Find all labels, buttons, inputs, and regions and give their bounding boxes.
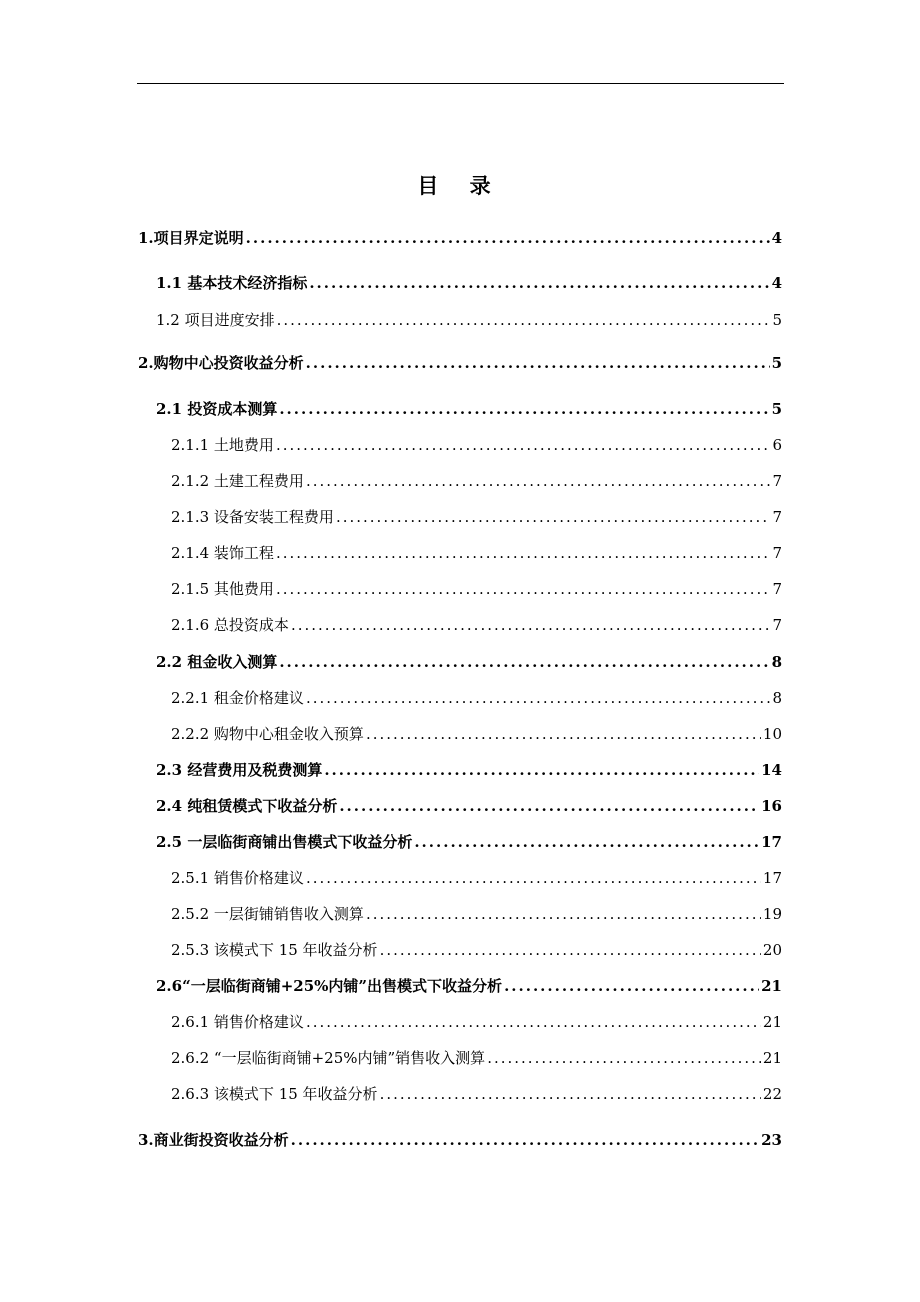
toc-page-number: 4	[771, 229, 782, 247]
dot-leader	[309, 274, 769, 292]
toc-entry-2[interactable]	[138, 352, 782, 373]
toc-page-number: 16	[761, 797, 782, 815]
dot-leader	[276, 544, 771, 562]
toc-entry-2-1-4[interactable]	[171, 542, 782, 563]
dot-leader	[339, 797, 759, 815]
dot-leader	[306, 1013, 761, 1031]
toc-title: 目 录	[417, 173, 503, 198]
toc-page-number: 7	[772, 544, 782, 562]
toc-entry-1-2[interactable]	[156, 309, 782, 330]
toc-page-number: 21	[762, 1049, 782, 1067]
toc-entry-text: 1.1 基本技术经济指标	[156, 274, 308, 292]
dot-leader	[279, 653, 769, 671]
toc-entry-2-6-2[interactable]	[171, 1047, 782, 1068]
toc-entry-text: 2.6.2 “一层临街商铺+25%内铺”销售收入测算	[171, 1049, 486, 1067]
toc-entry-text: 2.1.3 设备安装工程费用	[171, 508, 334, 526]
toc-page-number: 14	[761, 761, 782, 779]
toc-page-number: 17	[761, 833, 782, 851]
toc-entry-1-1[interactable]	[156, 272, 782, 293]
toc-entry-text: 3.商业街投资收益分析	[138, 1131, 289, 1149]
toc-entry-2-1-1[interactable]	[171, 434, 782, 455]
toc-entry-2-5[interactable]	[156, 831, 782, 852]
dot-leader	[291, 616, 771, 634]
dot-leader	[324, 761, 759, 779]
dot-leader	[366, 905, 761, 923]
toc-entry-text: 2.1.6 总投资成本	[171, 616, 289, 634]
dot-leader	[380, 941, 761, 959]
toc-entry-text: 1.项目界定说明	[138, 229, 244, 247]
toc-page-number: 19	[762, 905, 782, 923]
toc-entry-text: 2.1.5 其他费用	[171, 580, 274, 598]
dot-leader	[366, 725, 761, 743]
dot-leader	[276, 436, 771, 454]
dot-leader	[306, 689, 771, 707]
toc-entry-text: 2.5.2 一层街铺销售收入测算	[171, 905, 364, 923]
toc-entry-text: 2.5 一层临街商铺出售模式下收益分析	[156, 833, 413, 851]
toc-entry-text: 2.2.2 购物中心租金收入预算	[171, 725, 364, 743]
toc-page-number: 21	[762, 1013, 782, 1031]
toc-entry-text: 2.2.1 租金价格建议	[171, 689, 304, 707]
dot-leader	[380, 1085, 761, 1103]
dot-leader	[291, 1131, 759, 1149]
toc-entry-text: 2.购物中心投资收益分析	[138, 354, 304, 372]
toc-entry-text: 1.2 项目进度安排	[156, 311, 275, 329]
dot-leader	[487, 1049, 761, 1067]
toc-entry-text: 2.2 租金收入测算	[156, 653, 278, 671]
toc-entry-2-2-2[interactable]	[171, 723, 782, 744]
toc-page-number: 7	[772, 580, 782, 598]
toc-entry-2-5-1[interactable]	[171, 867, 782, 888]
toc-page-number: 8	[772, 689, 782, 707]
toc-entry-2-6-3[interactable]	[171, 1083, 782, 1104]
toc-entry-2-6[interactable]	[156, 975, 782, 996]
toc-page-number: 7	[772, 472, 782, 490]
toc-page-number: 5	[772, 311, 782, 329]
toc-entry-2-1-5[interactable]	[171, 578, 782, 599]
toc-page-number: 5	[771, 354, 782, 372]
toc-entry-2-1-6[interactable]	[171, 614, 782, 635]
toc-entry-2-1-3[interactable]	[171, 506, 782, 527]
toc-entry-text: 2.4 纯租赁模式下收益分析	[156, 797, 338, 815]
toc-page-number: 5	[771, 400, 782, 418]
dot-leader	[276, 580, 771, 598]
dot-leader	[277, 311, 771, 329]
toc-entry-2-1[interactable]	[156, 398, 782, 419]
dot-leader	[414, 833, 759, 851]
dot-leader	[504, 977, 759, 995]
toc-page-number: 22	[762, 1085, 782, 1103]
toc-entry-text: 2.1.2 土建工程费用	[171, 472, 304, 490]
toc-page-number: 7	[772, 616, 782, 634]
dot-leader	[246, 229, 770, 247]
dot-leader	[306, 472, 771, 490]
toc-entry-text: 2.6.1 销售价格建议	[171, 1013, 304, 1031]
toc-entry-2-2[interactable]	[156, 651, 782, 672]
toc-entry-text: 2.1 投资成本测算	[156, 400, 278, 418]
toc-entry-2-5-2[interactable]	[171, 903, 782, 924]
toc-entry-text: 2.5.3 该模式下 15 年收益分析	[171, 941, 378, 959]
toc-entry-text: 2.3 经营费用及税费测算	[156, 761, 323, 779]
toc-entry-2-3[interactable]	[156, 759, 782, 780]
toc-page-number: 4	[771, 274, 782, 292]
toc-page-number: 21	[761, 977, 782, 995]
toc-page-number: 8	[771, 653, 782, 671]
toc-entry-1[interactable]	[138, 227, 782, 248]
toc-entry-text: 2.1.4 装饰工程	[171, 544, 274, 562]
toc-entry-2-5-3[interactable]	[171, 939, 782, 960]
toc-entry-2-6-1[interactable]	[171, 1011, 782, 1032]
toc-page-number: 23	[761, 1131, 782, 1149]
dot-leader	[306, 354, 770, 372]
dot-leader	[336, 508, 771, 526]
dot-leader	[279, 400, 769, 418]
toc-entry-text: 2.6.3 该模式下 15 年收益分析	[171, 1085, 378, 1103]
toc-entry-2-2-1[interactable]	[171, 687, 782, 708]
toc-page-number: 10	[762, 725, 782, 743]
toc-entry-2-4[interactable]	[156, 795, 782, 816]
toc-page-number: 7	[772, 508, 782, 526]
toc-entry-2-1-2[interactable]	[171, 470, 782, 491]
toc-page-number: 20	[762, 941, 782, 959]
toc-page-number: 17	[762, 869, 782, 887]
toc-page-number: 6	[772, 436, 782, 454]
toc-entry-text: 2.1.1 土地费用	[171, 436, 274, 454]
toc-entry-text: 2.6“一层临街商铺+25%内铺”出售模式下收益分析	[156, 977, 503, 995]
toc-entry-text: 2.5.1 销售价格建议	[171, 869, 304, 887]
dot-leader	[306, 869, 761, 887]
toc-entry-3[interactable]	[138, 1129, 782, 1150]
